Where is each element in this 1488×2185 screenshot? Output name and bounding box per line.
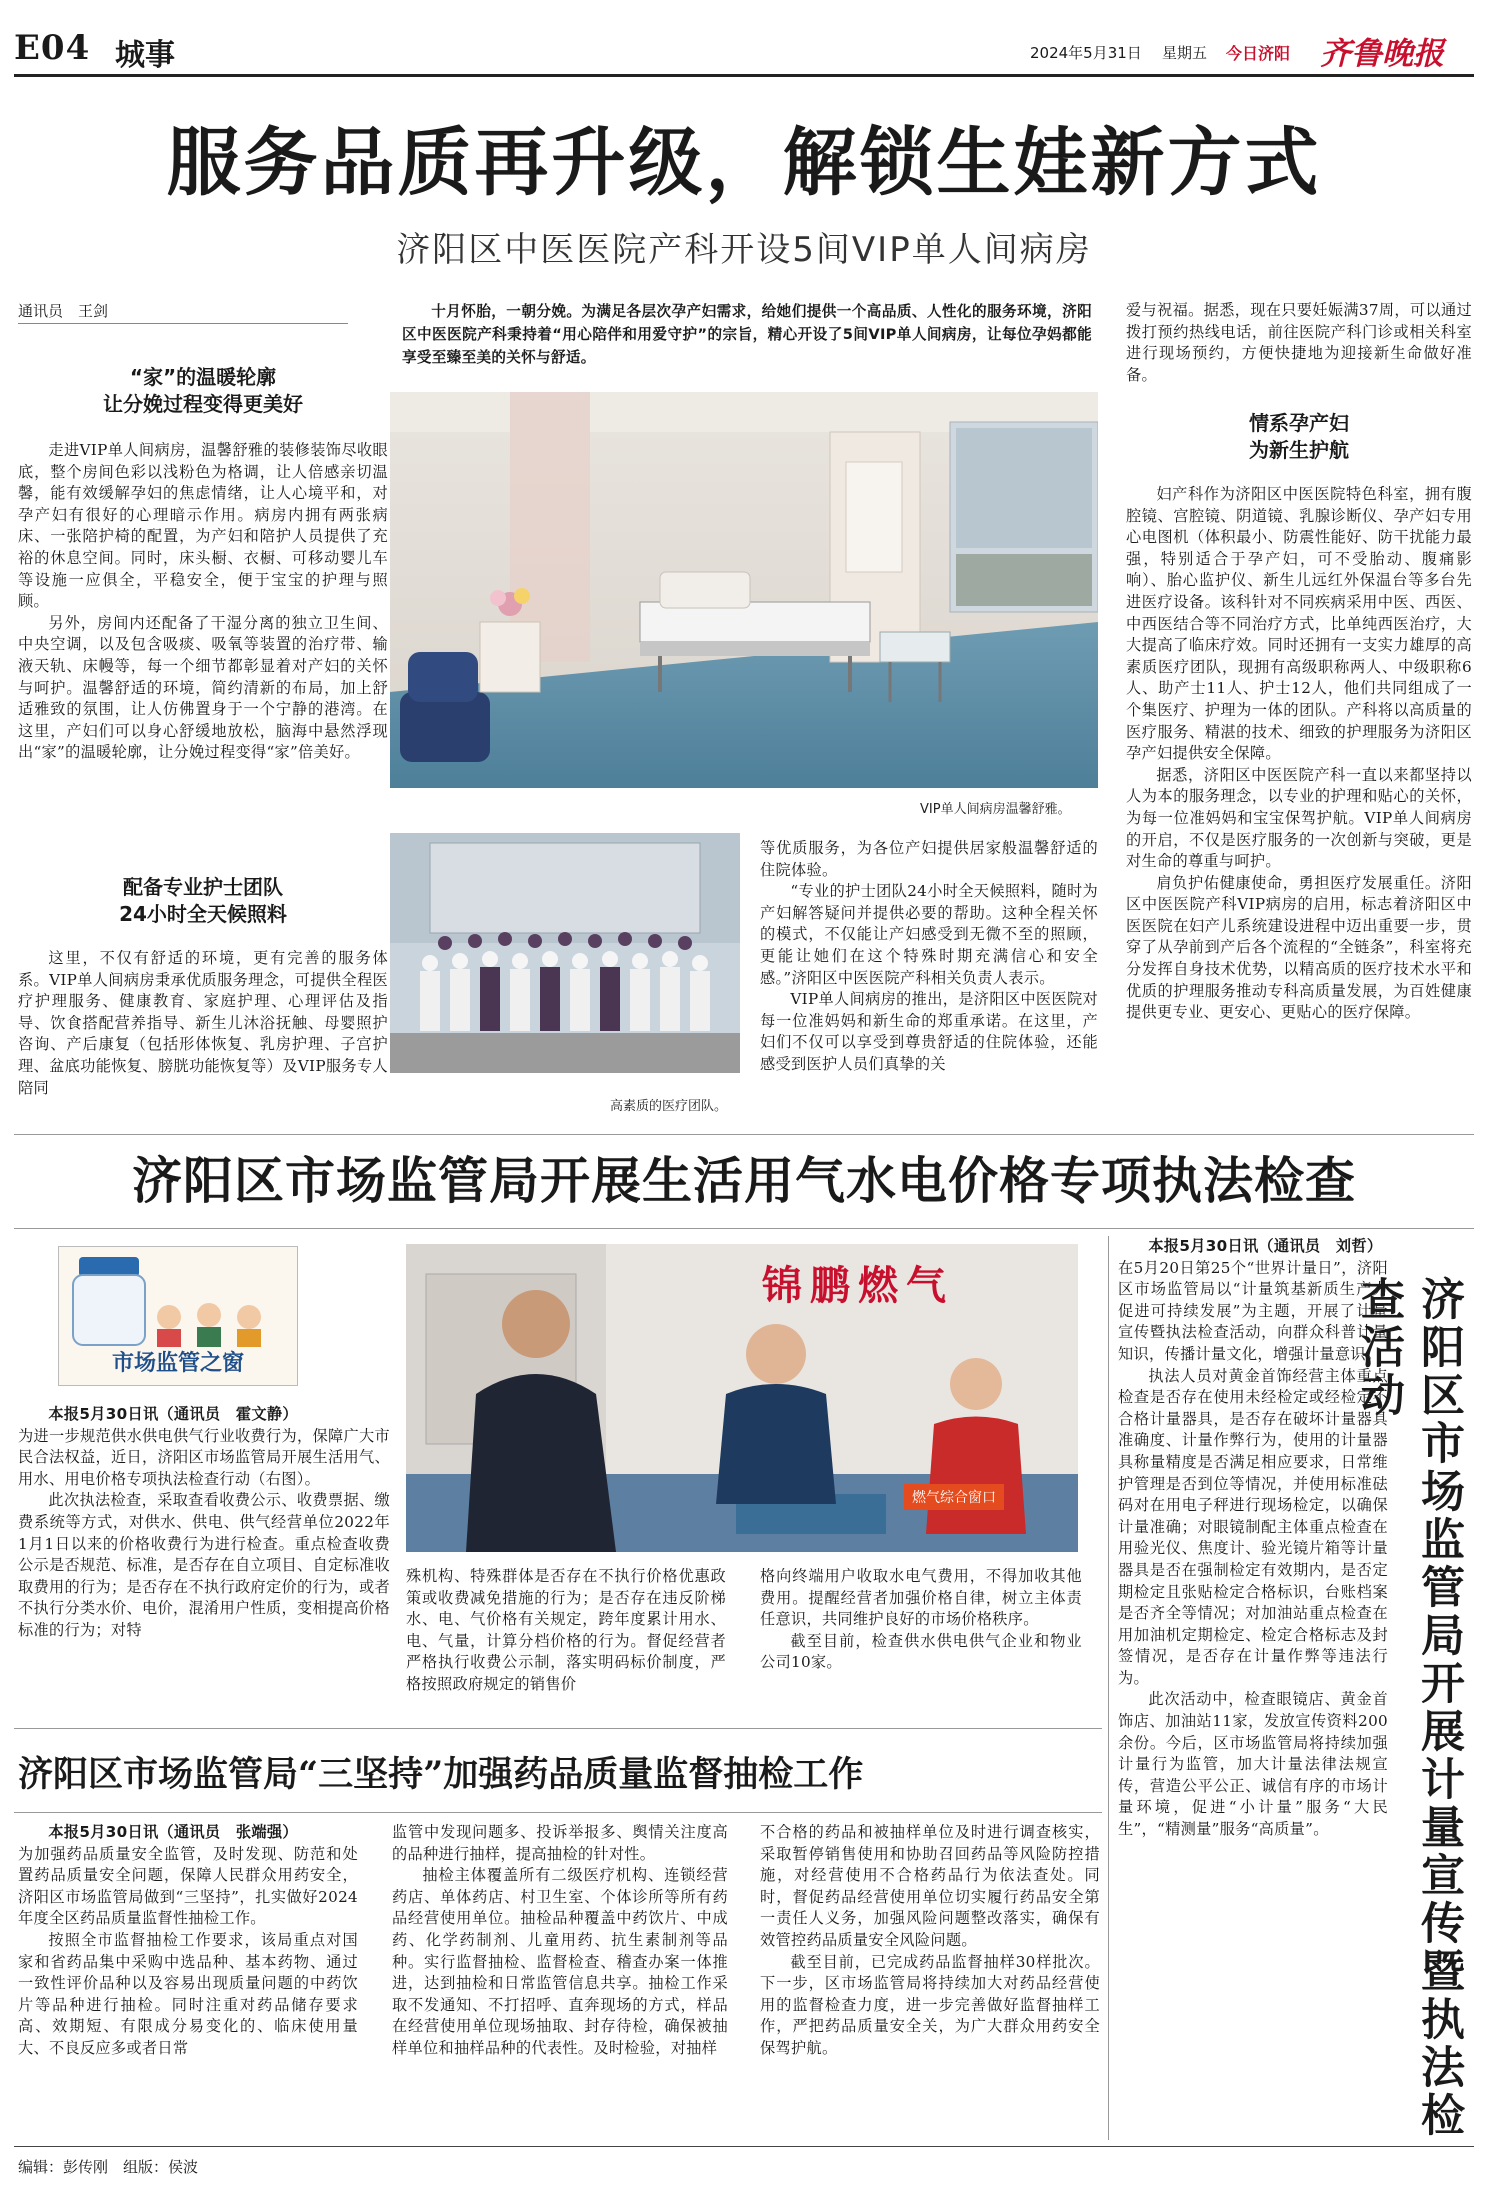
byline-rule [18,323,348,324]
market-window-logo [58,1246,298,1386]
story3-byline: 本报5月30日讯（通讯员 张端强） [48,1823,298,1841]
story3-paragraph: 监管中发现问题多、投诉举报多、舆情关注度高的品种进行抽样，提高抽检的针对性。 [392,1823,728,1863]
story4-paragraph: 在5月20日第25个“世界计量日”，济阳区市场监管局以“计量筑基新质生产力 促进可持续发展”为主题，开展了计量宣传暨执法检查活动，向群众科普计量知识，传播计量文化，增强计量意识。 [1118,1258,1388,1363]
story2-paragraph: 为进一步规范供水供电供气行业收费行为，保障广大市民合法权益，近日，济阳区市场监管局开展生活用气、用水、用电价格专项执法检查行动（右图）。 [18,1426,390,1488]
story1-subhead: 济阳区中医医院产科开设5间VIP单人间病房 [396,230,1092,270]
sec3-title-line2: 为新生护航 [1249,438,1349,462]
story1-middle-column [760,838,1098,1118]
gas-company-sign: 锦鹏燃气 [762,1263,954,1309]
story4-paragraph: 执法人员对黄金首饰经营主体重点检查是否存在使用未经检定或经检定不合格计量器具，是否存在破坏计量器具准确度、计量作弊行为，使用的计量器具称量精度是否满足相应要求，日常维护管理是否到位等情况，并使用标准砝码对在用电子秤进行现场检定，以确保计量准确；对眼镜制配主体重点检查在用验光仪、焦度计、验光镜片箱等计量器具是否在强制检定有效期内，是否定期检定且张贴检定合格标识，台账档案是否齐全等情况；对加油站重点检查在用加油机定期检定、检定合格标志及封签情况，是否存在计量作弊等违法行为。 [1118,1366,1388,1687]
story1-headline: 服务品质再升级，解锁生娃新方式 [166,120,1322,206]
footer-editor: 编辑：彭传刚 组版：侯波 [18,2158,199,2176]
market-window-label: 市场监管之窗 [111,1351,244,1376]
story3-headline-rule [14,1812,1102,1813]
story1-left-column-2 [18,948,388,1148]
story3-column-1 [18,1822,358,2140]
story2-left-column [18,1404,390,1724]
sec1-title-line2: 让分娩过程变得更美好 [103,392,303,416]
story2-headline: 济阳区市场监管局开展生活用气水电价格专项执法检查 [132,1151,1356,1210]
sec2-paragraph: 这里，不仅有舒适的环境，更有完善的服务体系。VIP单人间病房秉承优质服务理念，可提供全程医疗护理服务、健康教育、家庭护理、心理评估及指导、饮食搭配营养指导、新生儿沐浴抚触、母婴照护咨询、产后康复（包括形体恢复、乳房护理、子宫护理、盆底功能恢复、膀胱功能恢复等）及VIP服务专人陪同 [18,949,388,1097]
lead-paragraph: 十月怀胎，一朝分娩。为满足各层次孕产妇需求，给她们提供一个高品质、人性化的服务环境，济阳区中医医院产科秉持着“用心陪伴和用爱守护”的宗旨，精心开设了5间VIP单人间病房，让每位孕妈都能享受至臻至美的关怀与舒适。 [402,303,1092,366]
issue-weekday: 星期五 [1162,44,1208,62]
medical-team-photo [390,833,740,1073]
story2-middle-column [406,1566,726,1726]
story2-paragraph: 殊机构、特殊群体是否存在不执行价格优惠政策或收费减免措施的行为；是否存在违反阶梯水、电、气价格有关规定，跨年度累计用水、电、气量，计算分档价格的行为。督促经营者严格执行收费公示制，落实明码标价制度，严格按照政府规定的销售价 [406,1567,726,1693]
medicine-bottle-icon [59,1247,299,1347]
page-number: E04 [14,28,91,68]
sec2-title-line1: 配备专业护士团队 [123,875,283,899]
sec1-title [18,364,388,418]
story2-headline-rule [14,1228,1474,1229]
story4-byline: 本报5月30日讯（通讯员 刘哲） [1148,1237,1383,1255]
story3-paragraph: 抽检主体覆盖所有二级医疗机构、连锁经营药店、单体药店、村卫生室、个体诊所等所有药品经营使用单位。抽检品种覆盖中药饮片、中成药、化学药制剂、儿童用药、抗生素制剂等品种。实行监督抽检、监督检查、稽查办案一体推进，达到抽检和日常监管信息共享。抽检工作采取不发通知、不打招呼、直奔现场的方式，样品在经营使用单位现场抽取、封存待检，确保被抽样单位和抽样品种的代表性。及时检验，对抽样 [392,1866,728,2057]
newspaper-logo: 齐鲁晚报 [1320,36,1444,72]
story2-paragraph: 此次执法检查，采取查看收费公示、收费票据、缴费系统等方式，对供水、供电、供气经营单位2022年1月1日以来的价格收费行为进行检查。重点检查收费公示是否规范、标准，是否存在自立项目、自定标准收取费用的行为；是否存在不执行政府定价的行为，或者不执行分类水价、电价，混淆用户性质，变相提高价格标准的行为；对特 [18,1491,390,1639]
vip-room-illustration [390,392,1098,788]
story2-byline: 本报5月30日讯（通讯员 霍文静） [48,1405,298,1423]
gas-window-sign: 燃气综合窗口 [904,1484,1004,1510]
mid-paragraph: VIP单人间病房的推出，是济阳区中医医院对每一位准妈妈和新生命的郑重承诺。在这里，产妇们不仅可以享受到尊贵舒适的住院体验，还能感受到医护人员们真挚的关 [760,990,1098,1073]
sec1-paragraph: 走进VIP单人间病房，温馨舒雅的装修装饰尽收眼底，整个房间色彩以浅粉色为格调，让人倍感亲切温馨，能有效缓解孕妇的焦虑情绪，让人心境平和，对孕产妇有很好的心理暗示作用。病房内拥有两张病床、一张陪护椅的配置，为产妇和陪护人员提供了充裕的休息空间。同时，床头橱、衣橱、可移动婴儿车等设施一应俱全，平稳安全，便于宝宝的护理与照顾。 [18,441,388,611]
edition-name: 今日济阳 [1226,44,1291,63]
photo2-caption: 高素质的医疗团队。 [610,1099,728,1114]
mid-paragraph: 等优质服务，为各位产妇提供居家般温馨舒适的住院体验。 [760,839,1098,879]
story3-paragraph: 截至目前，已完成药品监督抽样30样批次。下一步，区市场监管局将持续加大对药品经营使用的监督检查力度，进一步完善做好监督抽样工作，严把药品质量安全关，为广大群众用药安全保驾护航。 [760,1952,1100,2057]
sec3-title-line1: 情系孕产妇 [1249,411,1349,435]
issue-date: 2024年5月31日 [1030,44,1142,62]
story4-headline: 济阳区市场监管局开展计量宣传暨执法检查活动 [1353,1276,1464,2140]
story3-paragraph: 不合格的药品和被抽样单位及时进行调查核实，采取暂停销售使用和协助召回药品等风险防控措施，对经营使用不合格药品行为依法查处。同时，督促药品经营使用单位切实履行药品安全第一责任人义务，加强风险问题整改落实，确保有效管控药品质量安全风险问题。 [760,1823,1100,1949]
story3-column-3 [760,1822,1100,2140]
story3-top-rule [14,1728,1102,1729]
story1-byline: 通讯员 王剑 [18,302,109,320]
story2-top-rule [14,1134,1474,1135]
story1-right-column-top [1126,300,1472,410]
sec2-title [18,874,388,928]
story1-lead [402,300,1092,372]
sec3-title [1126,410,1472,464]
section-name: 城事 [115,38,175,73]
story3-column-2 [392,1822,728,2140]
footer-rule [14,2146,1474,2147]
story3-paragraph: 按照全市监督抽检工作要求，该局重点对国家和省药品集中采购中选品种、基本药物、通过一致性评价品种以及容易出现质量问题的中药饮片等品种进行抽检。同时注重对药品储存要求高、效期短、有限成分易变化的、临床使用量大、不良反应多或者日常 [18,1930,358,2057]
right-paragraph: 爱与祝福。据悉，现在只要妊娠满37周，可以通过拨打预约热线电话，前往医院产科门诊或相关科室进行现场预约，方便快捷地为迎接新生命做好准备。 [1126,301,1472,384]
photo1-caption: VIP单人间病房温馨舒雅。 [920,802,1071,817]
right-paragraph: 肩负护佑健康使命，勇担医疗发展重任。济阳区中医医院产科VIP病房的启用，标志着济阳区中医医院在妇产儿系统建设进程中迈出重要一步，贯穿了从孕前到产后各个流程的“全链条”，科室将充分发挥自身技术优势，以精高质的医疗技术水平和优质的护理服务推动专科高质量发展，为百姓健康提供更专业、更安心、更贴心的医疗保障。 [1126,873,1472,1022]
story2-right-column [760,1566,1082,1726]
vip-room-photo [390,392,1098,788]
right-paragraph: 妇产科作为济阳区中医医院特色科室，拥有腹腔镜、宫腔镜、阴道镜、乳腺诊断仪、孕产妇专用心电图机（体积最小、防震性能好、防干扰能力最强，特别适合于孕产妇，可不受胎动、腹痛影响）、胎心监护仪、新生儿远红外保温台等多台先进医疗设备。该科针对不同疾病采用中医、西医、中西医结合等不同治疗方式，比单纯西医治疗，大大提高了临床疗效。同时还拥有一支实力雄厚的高素质医疗团队，现拥有高级职称两人、中级职称6人、助产士11人、护士12人，他们共同组成了一个集医疗、护理为一体的团队。产科将以高质量的医疗服务、精湛的技术、细致的护理服务为济阳区孕产妇提供安全保障。 [1126,485,1472,763]
story4-left-rule [1108,1236,1109,2140]
sec2-title-line2: 24小时全天候照料 [119,902,287,926]
team-illustration [390,833,740,1073]
sec1-paragraph: 另外，房间内还配备了干湿分离的独立卫生间、中央空调，以及包含吸痰、吸氧等装置的治疗带、输液天轨、床幔等，每一个细节都彰显着对产妇的关怀与呵护。温馨舒适的环境，简约清新的布局，加上舒适雅致的氛围，让人仿佛置身于一个宁静的港湾。在这里，产妇们可以身心舒缓地放松，脑海中悬然浮现出“家”的温暖轮廓，让分娩过程变得“家”倍美好。 [18,613,388,762]
header-rule [14,74,1474,77]
story3-headline: 济阳区市场监管局“三坚持”加强药品质量监督抽检工作 [18,1754,864,1795]
story1-left-column [18,440,388,870]
right-paragraph: 据悉，济阳区中医医院产科一直以来都坚持以人为本的服务理念，以专业的护理和贴心的关怀，为每一位准妈妈和宝宝保驾护航。VIP单人间病房的开启，不仅是医疗服务的一次创新与突破，更是对生命的尊重与呵护。 [1126,765,1472,871]
story1-right-column [1126,484,1472,1124]
story4-paragraph: 此次活动中，检查眼镜店、黄金首饰店、加油站11家，发放宣传资料200余份。今后，区市场监管局将持续加强计量行为监管，加大计量法律法规宣传，营造公平公正、诚信有序的市场计量环境，促进“小计量”服务“大民生”，“精测量”服务“高质量”。 [1118,1690,1388,1839]
sec1-title-line1: “家”的温暖轮廓 [129,365,277,389]
story3-paragraph: 为加强药品质量安全监管，及时发现、防范和处置药品质量安全问题，保障人民群众用药安全，济阳区市场监管局做到“三坚持”，扎实做好2024年度全区药品质量监督性抽检工作。 [18,1844,358,1928]
gas-office-photo [406,1244,1078,1552]
mid-paragraph: “专业的护士团队24小时全天候照料，随时为产妇解答疑问并提供必要的帮助。这种全程关怀的模式，不仅能让产妇感受到无微不至的照顾，更能让她们在这个特殊时期充满信心和安全感。”济阳区中医医院产科相关负责人表示。 [760,882,1098,987]
story2-paragraph: 截至目前，检查供水供电供气企业和物业公司10家。 [760,1631,1082,1672]
story2-paragraph: 格向终端用户收取水电气费用，不得加收其他费用。提醒经营者加强价格自律，树立主体责任意识，共同维护良好的市场价格秩序。 [760,1567,1082,1629]
